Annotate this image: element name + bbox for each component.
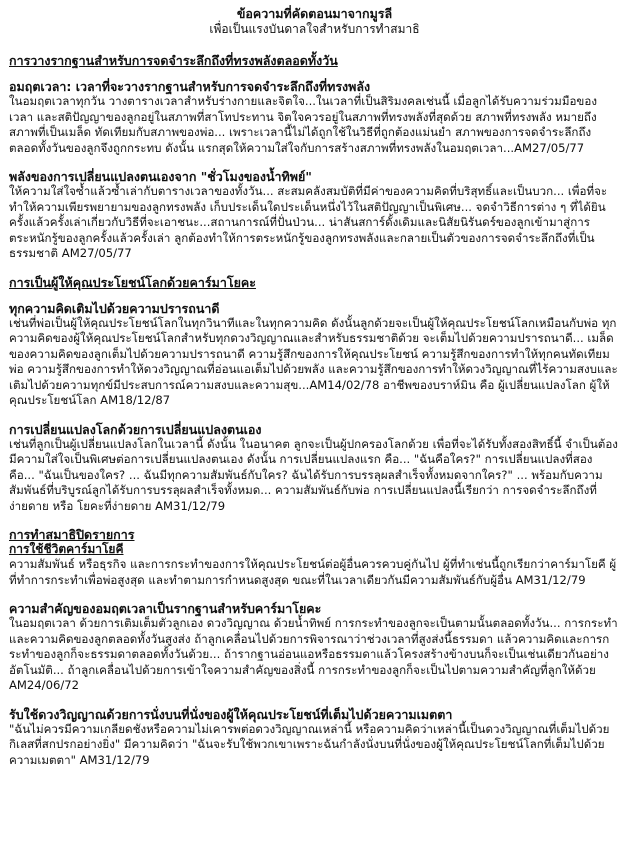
section-foundation (9, 53, 620, 262)
article-title: ทุกความคิดเติมไปด้วยความปรารถนาดี (9, 300, 220, 316)
document-title: ข้อความที่คัดตอนมาจากมูรลี (236, 6, 393, 21)
article-body: ในอมฤตเวลา ด้วยการเติมเต็มตัวลูกเอง ดวงวิญญาณ ด้วยน้ำทิพย์ การกระทำของลูกจะเป็นตามนั้นตลอดทั้งวัน... การกระทำและความคิดของลูกตลอดทั้งวันสูงส่ง ถ้าลูกเคลื่อนไปด้วยการพิจารณาว่าช่วงเวลาที่สูงส่งนี้ธรรมดา แล้วความคิดและการกระทำของลูกก็จะธรรมดาตลอดทั้งวันด้วย... ถ้ารากฐานอ่อนแอหรือธรรมดาแล้วโครงสร้างข้างบนก็จะเป็นเช่นเดียวกันอย่างอัตโนมัติ... ถ้าลูกเคลื่อนไปด้วยการเข้าใจความสำคัญของสิ่งนี้ การกระทำของลูกก็จะเป็นไปตามความสำคัญที่ลูกให้ด้วย AM24/06/72 (9, 616, 618, 692)
article-body: ในอมฤตเวลาทุกวัน วางตารางเวลาสำหรับร่างกายและจิตใจ...ในเวลาที่เป็นสิริมงคลเช่นนี้ เมื่อลูกได้รับความร่วมมือของเวลา และสติปัญญาของลูกอยู่ในสภาพที่สาโทประทาน จิตใจควรอยู่ในสภาพที่ทรงพลังที่สุดด้วย สภาพที่ทรงพลัง หมายถึง สภาพที่เป็นเมล็ด ทัดเทียมกับสภาพของพ่อ... เพราะเวลานี้ไม่ได้ถูกใช้ในวิธีที่ถูกต้องแม่นยำ สภาพของการจดจำระลึกถึงตลอดทั้งวันของลูกจึงถูกกระทบ ดังนั้น แรกสุดให้ความใส่ใจกับการสร้างสภาพที่ทรงพลังในอมฤตเวลา...AM27/05/77 (9, 94, 597, 155)
article-title: อมฤตเวลา: เวลาที่จะวางรากฐานสำหรับการจดจำระลึกถึงที่ทรงพลัง (9, 79, 371, 94)
article-body: ความสัมพันธ์ หรือธุรกิจ และการกระทำของการให้คุณประโยชน์ต่อผู้อื่นควรควบคู่กันไป ผู้ที่ทำเช่นนี้ถูกเรียกว่าคาร์มาโยคี ผู้ที่ทำการกระทำเพื่อพ่อสูงสุด และทำตามการกำหนดสูงสุด ขณะที่ในเวลาเดียวกันมีความสัมพันธ์กับผู้อื่น AM31/12/79 (9, 557, 617, 587)
article-title: รับใช้ดวงวิญญาณด้วยการนั่งบนที่นั่งของผู้ให้คุณประโยชน์ที่เต็มไปด้วยความเมตตา (9, 706, 453, 722)
section-heading: การทำสมาธิปิดรายการ (9, 527, 135, 542)
document-subtitle: เพื่อเป็นแรงบันดาลใจสำหรับการทำสมาธิ (209, 22, 420, 36)
article-title: การเปลี่ยนแปลงโลกด้วยการเปลี่ยนแปลงตนเอง (9, 421, 262, 437)
document-page (9, 6, 620, 781)
article-title: พลังของการเปลี่ยนแปลงตนเองจาก "ชั่วโมงของน้ำทิพย์" (9, 169, 312, 184)
section-heading: การเป็นผู้ให้คุณประโยชน์โลกด้วยคาร์มาโยคะ (9, 274, 256, 290)
article-body: เช่นที่พ่อเป็นผู้ให้คุณประโยชน์โลกในทุกวินาทีและในทุกความคิด ดังนั้นลูกด้วยจะเป็นผู้ให้คุณประโยชน์โลกเหมือนกับพ่อ ทุกความคิดของผู้ให้คุณประโยชน์โลกสำหรับทุกดวงวิญญาณและสำหรับธรรมชาติด้วย จะเต็มไปด้วยความปรารถนาดี... เมล็ดของความคิดของลูกเต็มไปด้วยความปรารถนาดี ความรู้สึกของการให้คุณประโยชน์ ความรู้สึกของการทำให้ทุกคนทัดเทียมพ่อ ความรู้สึกของการทำให้ดวงวิญญาณที่อ่อนแอเต็มไปด้วยพลัง และความรู้สึกของการทำให้ดวงวิญญาณที่ไร้ความสงบและเติมไปด้วยความทุกข์มีประสบการณ์ความสงบและความสุข...AM14/02/78 อาชีพของบราห์มิน คือ ผู้เปลี่ยนแปลงโลก ผู้ให้คุณประโยชน์โลก AM18/12/87 (9, 315, 618, 407)
section-closing-meditation (9, 527, 620, 768)
section-world-benefactor (9, 275, 620, 515)
section-subheading: การใช้ชีวิตคาร์มาโยคี (9, 542, 124, 556)
article-body: "ฉันไม่ควรมีความเกลียดชังหรือความไม่เคารพต่อดวงวิญญาณเหล่านี้ หรือความคิดว่าเหล่านี้เป็นดวงวิญญาณที่เต็มไปด้วยกิเลสที่สกปรกอย่างยิ่ง" มีความคิดว่า "ฉันจะรับใช้พวกเขาเพราะฉันกำลังนั่งบนที่นั่งของผู้ให้คุณประโยชน์โลกที่เต็มไปด้วยความเมตตา" AM31/12/79 (9, 721, 610, 767)
article-body: เช่นที่ลูกเป็นผู้เปลี่ยนแปลงโลกในเวลานี้ ดังนั้น ในอนาคต ลูกจะเป็นผู้ปกครองโลกด้วย เพื่อที่จะได้รับทั้งสองสิทธิ์นี้ จำเป็นต้องมีความใส่ใจเป็นพิเศษต่อการเปลี่ยนแปลงตนเอง ดังนั้น การเปลี่ยนแปลงแรก คือ... "ฉันคือใคร?" การเปลี่ยนแปลงที่สอง คือ... "ฉันเป็นของใคร? ... ฉันมีทุกความสัมพันธ์กับใคร? ฉันได้รับการบรรลุผลสำเร็จทั้งหมดจากใคร?" ... พร้อมกับความสัมพันธ์ที่บริบูรณ์ลูกได้รับการบรรลุผลสำเร็จทั้งหมด... ความสัมพันธ์กับพ่อ การเปลี่ยนแปลงนี้เรียกว่า การจดจำระลึกถึงที่ง่ายดาย หรือ โยคะที่ง่ายดาย AM31/12/79 (9, 436, 618, 513)
article-body: ให้ความใส่ใจซ้ำแล้วซ้ำเล่ากับตารางเวลาของทั้งวัน... สะสมคลังสมบัติที่มีค่าของความคิดที่บริสุทธิ์และเป็นบวก... เพื่อที่จะทำให้ความเพียรพยายามของลูกทรงพลัง เก็บประเด็นใดประเด็นหนึ่งไว้ในสติปัญญาเป็นพิเศษ... จดจำวิธีการต่าง ๆ ที่ได้ยินครั้งแล้วครั้งเล่าเกี่ยวกับวิธีที่จะเอาชนะ...สถานการณ์ที่ปั่นป่วน... น่าสันสการ์ดั้งเดิมและนิสัยนิรันดร์ของลูกเข้ามาสู่การตระหนักรู้ของลูกครั้งแล้วครั้งเล่า ลูกต้องทำให้การตระหนักรู้ของลูกทรงพลังและกลายเป็นตัวของการจดจำระลึกถึงที่เป็นธรรมชาติ AM27/05/77 (9, 184, 608, 260)
section-heading: การวางรากฐานสำหรับการจดจำระลึกถึงที่ทรงพลังตลอดทั้งวัน (9, 53, 338, 68)
article-title: ความสำคัญของอมฤตเวลาเป็นรากฐานสำหรับคาร์มาโยคะ (9, 601, 322, 616)
